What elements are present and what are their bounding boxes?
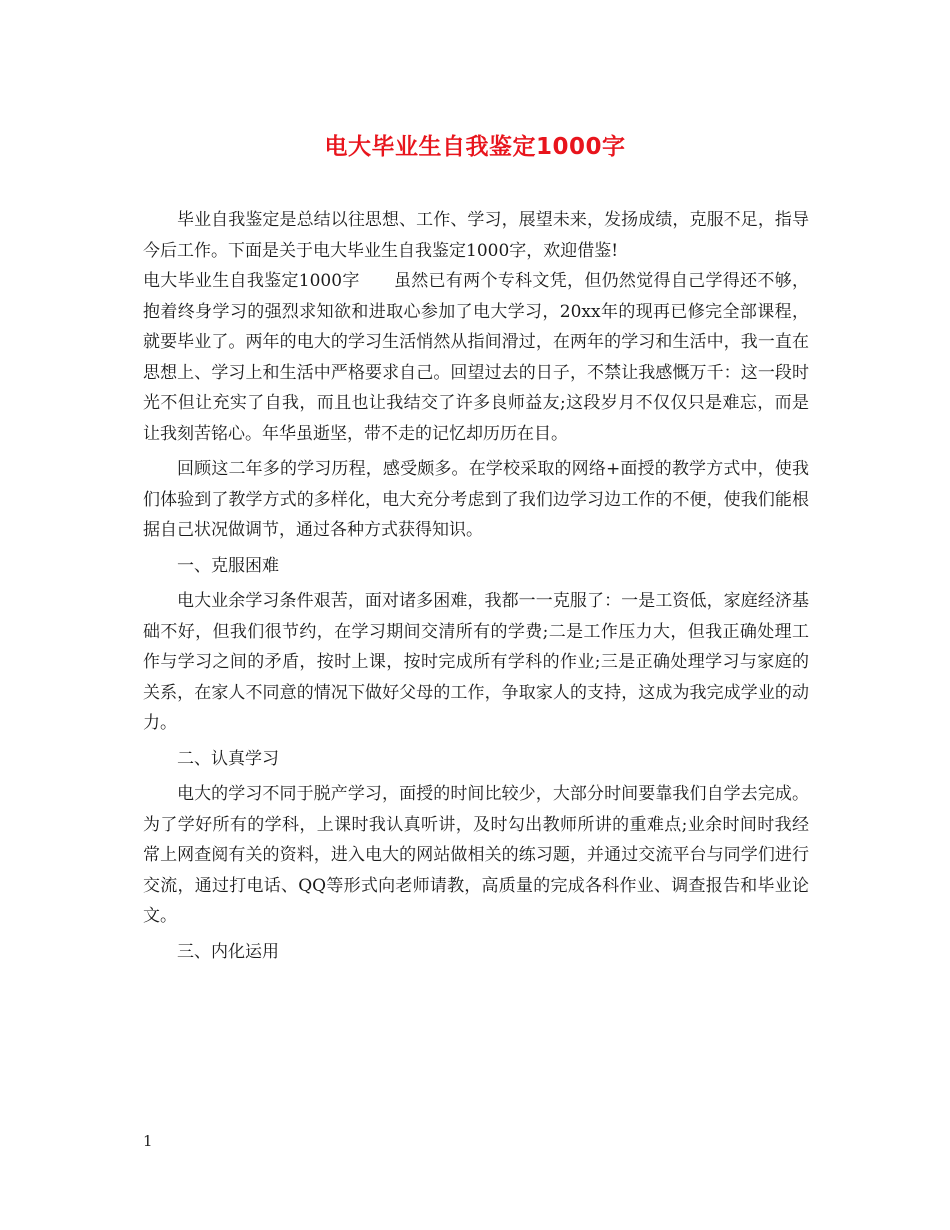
paragraph-2: 回顾这二年多的学习历程，感受颇多。在学校采取的网络+面授的教学方式中，使我们体验到了教学方式的多样化，电大充分考虑到了我们边学习边工作的不便，使我们能根据自己状况做调节，通过各种方式获得知识。 bbox=[143, 459, 809, 540]
section-heading-2: 二、认真学习 bbox=[177, 748, 279, 769]
document-title: 电大毕业生自我鉴定1000字 bbox=[324, 134, 626, 160]
paragraph-1-text: 虽然已有两个专科文凭，但仍然觉得自己学得还不够，抱着终身学习的强烈求知欲和进取心参加了电大学习，20xx年的现再已修完全部课程，就要毕业了。两年的电大的学习生活悄然从指间滑过，在两年的学习和生活中，我一直在思想上、学习上和生活中严格要求自己。回望过去的日子，不禁让我感慨万千：这一段时光不但让充实了自我，而且也让我结交了许多良师益友;这段岁月不仅仅只是难忘，而是让我刻苦铭心。年华虽逝坚，带不走的记忆却历历在目。 bbox=[143, 271, 810, 444]
paragraph-1 bbox=[143, 266, 809, 449]
paragraph-1-label: 电大毕业生自我鉴定1000字 bbox=[143, 271, 360, 291]
document-body bbox=[143, 205, 809, 967]
intro-paragraph: 毕业自我鉴定是总结以往思想、工作、学习，展望未来，发扬成绩，克服不足，指导今后工作。下面是关于电大毕业生自我鉴定1000字，欢迎借鉴! bbox=[143, 210, 809, 261]
section-heading-3: 三、内化运用 bbox=[177, 941, 279, 962]
section-heading-1: 一、克服困难 bbox=[177, 555, 279, 576]
page-number: 1 bbox=[143, 1132, 153, 1150]
paragraph-4: 电大的学习不同于脱产学习，面授的时间比较少，大部分时间要靠我们自学去完成。为了学好所有的学科，上课时我认真听讲，及时勾出教师所讲的重难点;业余时间时我经常上网查阅有关的资料，进入电大的网站做相关的练习题，并通过交流平台与同学们进行交流，通过打电话、QQ等形式向老师请教，高质量的完成各科作业、调查报告和毕业论文。 bbox=[143, 784, 809, 926]
paragraph-3: 电大业余学习条件艰苦，面对诸多困难，我都一一克服了：一是工资低，家庭经济基础不好，但我们很节约，在学习期间交清所有的学费;二是工作压力大，但我正确处理工作与学习之间的矛盾，按时上课，按时完成所有学科的作业;三是正确处理学习与家庭的关系，在家人不同意的情况下做好父母的工作，争取家人的支持，这成为我完成学业的动力。 bbox=[143, 591, 809, 733]
